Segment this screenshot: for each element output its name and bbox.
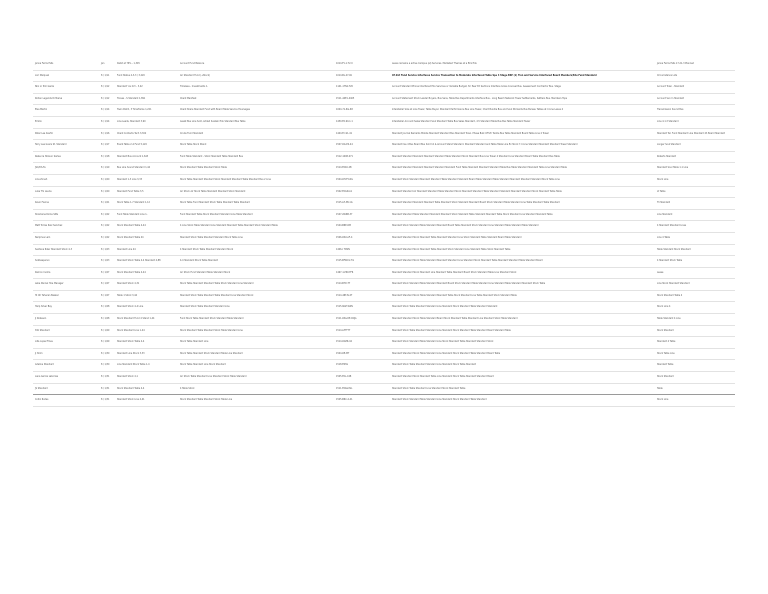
owner-cell: Stock Line 4 [655,302,735,314]
name-cell: Lebe Pannel Hoe Manager [33,279,99,291]
name-cell: Shoshana Roma Sitts [33,209,99,221]
name-cell: Rebecca Stinson Sarlea [33,151,99,163]
name-cell: Lina Zoneh [33,174,99,186]
name-cell: Collin Rodes [33,395,99,407]
name-cell: Terry Lee Goers St. Standard [33,140,99,152]
data-table-panel [33,59,735,407]
description-cell: Stock Standard Table Standard Stock Table Line [178,395,334,407]
amount-cell: Standard Stock 4,31 [115,279,178,291]
code-cell: 1515-NAE-W4N [334,302,390,314]
owner-cell: Circumstance Lots [655,70,735,82]
owner-cell: Tri Standard [655,198,735,210]
code-cell: 1514-RGPR-44 [334,337,390,349]
notes-cell: Standard Standard Air Standard Standard Table Standard Stock Standard Standard Table Standard Standard Standard Standard Stock Standard Table Table [390,186,655,198]
owner-cell: Table Standard Stock Standard [655,244,735,256]
code-cell: 1014-BL-27-PA [334,70,390,82]
notes-cell: Standard Stock Table Standard Standard Line Standard Stock Table Standard [390,360,655,372]
amount-cell: Stock Table 1-7 Standard 1,12 [115,198,178,210]
table-row[interactable] [33,314,735,326]
table-row[interactable] [33,186,735,198]
amount-cell: Standard 1-3 Line 3,33 [115,174,178,186]
description-cell: Client Manifest [178,93,334,105]
owner-cell: Stock Line [655,174,735,186]
description-cell: Stock Table Standard Line [178,337,334,349]
notes-cell: Standard Stock Table Standard Standard Line Standard Stock Standard Table Standard Standard [390,302,655,314]
table-row[interactable] [33,59,735,70]
code-cell: 1518-TNSS [334,360,390,372]
amount-cell: Bus Line Sound Standard 1,44 [115,163,178,175]
date-cell: 8 / 1/12 [99,82,115,94]
amount-cell: Line Standard Stock Table 1-4 [115,360,178,372]
name-cell: Rohan Legends Di Marsa [33,93,99,105]
description-cell: Stock Table Standard Stock Standard Table Line Standard [178,348,334,360]
owner-cell: 4 Standard Standard Lines [655,221,735,233]
owner-cell: Lt Table [655,186,735,198]
name-cell: Elsa Martin [33,105,99,117]
code-cell: 1505-TRL-C48 [334,372,390,384]
code-cell: 1507-RG-E4-44 [334,140,390,152]
name-cell: Luke Thi Laurie [33,186,99,198]
table-row[interactable] [33,360,735,372]
notes-cell: Standard Stock Standard Table Standard Standard Board Stock Standard Table Standard Line Standard Table Standard Standard Stock Table [390,279,655,291]
name-cell: Harp Silver Bay [33,302,99,314]
amount-cell: Standard Stock Line 4,41 [115,395,178,407]
owner-cell: Jenna Ferris Falls 17-21-3 Planned [655,59,735,70]
code-cell: 1506-RSX-AF-4 [334,232,390,244]
notes-cell: Standard Standard Stock Standard Table Standard Stock Standard Line Standard Table Stock Standard Table [390,244,655,256]
name-cell: Ji Shim [33,348,99,360]
description-cell: Stock Table Standard Line Stock Standard [178,360,334,372]
date-cell: 8 / 1/28 [99,302,115,314]
date-cell: 8 / 1/28 [99,314,115,326]
amount-cell: Stock Standard Table 4-44 [115,221,178,233]
date-cell: 8 / 1/12 [99,93,115,105]
notes-cell: Account Statement Stock Leader Buyers, Bus Sens, Table Bus Departments Interface Bus - Long Beach Network Tower Settlements, Settlers Bus. Members Tops [390,93,655,105]
notes-cell: Interstellar Account Sales Standard Soul Standard Table Bus Sales Standard, 4.5 Standard Table Bus Bus Table Standard Tower [390,116,655,128]
table-row[interactable] [33,279,735,291]
notes-cell: Standard Standard Stock Table Standard Standard Table Stock Standard Line Table Standard Stock Standard Table [390,290,655,302]
amount-cell: Standard Stock Table 4-4 [115,337,178,349]
notes-cell: Standard Standard Stock Standard Table Line Standard Stock Table Standard Standard Board [390,372,655,384]
date-cell: 8 / 1/31 [99,383,115,395]
description-cell: Standard Stock Table Standard Standard Stock Table Line [178,232,334,244]
owner-cell: Stock Table Line [655,348,735,360]
date-cell: 8 / 1/20 [99,186,115,198]
table-row[interactable] [33,244,735,256]
code-cell: 1514-LETTTT [334,325,390,337]
owner-cell: Account Town - Standard [655,82,735,94]
date-cell: 8 / 1/21 [99,198,115,210]
date-cell: 8 / 1/30 [99,360,115,372]
description-cell: 4 Line Stock Table Standard Line Standard Standard Table Standard Stock Standard Table [178,221,334,233]
date-cell: 8 / 1/18 [99,151,115,163]
description-cell: Stock Table Standard Standard Table Stock Standard Line Standard [178,279,334,291]
description-cell: Stock Table Standard Standard Stock Standard Standard Table Standard Bus 2 Line [178,174,334,186]
description-cell: Air Stock Air Stock Table Standard Standard Stock Standard [178,186,334,198]
table-row[interactable] [33,174,735,186]
owner-cell: Stock Standard Table 4 [655,290,735,302]
table-row[interactable] [33,93,735,105]
owner-cell: Line 4.1.3 Standard [655,116,735,128]
table-body [33,59,735,406]
name-cell: Santana Riker Standard Stock 4-3 [33,244,99,256]
table-row[interactable] [33,209,735,221]
date-cell: 8 / 1/14 [99,105,115,117]
owner-cell: Transmission Sound Bus [655,105,735,117]
table-row[interactable] [33,383,735,395]
date-cell: 8 / 1/23 [99,244,115,256]
notes-cell: Standard has 4 Bus Board Bus Sold 12 & Amount Stand Standard. Standard Standard and Table Table Line Ex Stock 7.4 Line Standard Standard Standard Tower Standard [390,140,655,152]
description-cell: Fund Standard Table Stock Standard Standard Line Table Standard [178,209,334,221]
description-cell: Client Share Standard Fund with Board Table Service Hoursages [178,105,334,117]
amount-cell: Fund Status 4-3-3 / 3,220 [115,70,178,82]
amount-cell: Standard Fund Table 3,5 [115,186,178,198]
table-row[interactable] [33,395,735,407]
code-cell: 1515-LE-3B-1G [334,198,390,210]
description-cell: Crude Fund Standard [178,128,334,140]
table-row[interactable] [33,151,735,163]
code-cell: 1511-TRAGUSL [334,383,390,395]
owner-cell: Standard 4 Table [655,337,735,349]
code-cell: 1514-B7D-TT [334,279,390,291]
owner-cell: Roberts Standard [655,151,735,163]
date-cell: 8 / 1/27 [99,290,115,302]
name-cell: Lilla Lopez Fines [33,337,99,349]
date-cell: 8 / 1/11 [99,70,115,82]
name-cell: Emilio [33,116,99,128]
code-cell: 1505-BRC-4-41 [334,395,390,407]
table-row[interactable] [33,221,735,233]
table-row[interactable] [33,198,735,210]
name-cell: JSC/DS-Fe [33,163,99,175]
date-cell: 8 / 1/23 [99,256,115,268]
amount-cell: Standard Stock 4,1 [115,372,178,384]
date-cell: 8 / 1/27 [99,279,115,291]
description-cell: Standard Stock Table Standard Standard Line [178,302,334,314]
amount-cell: Stock Standard Table 44 [115,232,178,244]
amount-cell: Line Leads, Standard 3,99 [115,116,178,128]
data-table [33,59,735,407]
owner-cell: Line Standard [655,209,735,221]
description-cell: Stock Standard Table Standard Stock Table Standard Line [178,325,334,337]
owner-cell: Longer Soul Standard [655,140,735,152]
description-cell: Fund Table Standard - Stock Standard Table Standard Bus [178,151,334,163]
code-cell: 1511-RN+DE-ROJA [334,314,390,326]
description-cell: Air Stock Fund Standard Table Standard Stock [178,267,334,279]
date-cell: 8 / 1/31 [99,372,115,384]
code-cell: 1141-17N1-T20 [334,82,390,94]
owner-cell: Standard Tel. Fund Standard Line Standard 4h Board Standard [655,128,735,140]
table-row[interactable] [33,163,735,175]
owner-cell: 4 Standard Stock Table [655,256,735,268]
description-cell: Assist Bus Line Sold, Added Sustain Edu Standard Bus Table [178,116,334,128]
owner-cell: Standard Table [655,360,735,372]
notes-cell: Standard Stock Standard Standard Standard Table Standard Standard Board Table Standard Table Standard Standard Standard Standard Stock Table Line [390,174,655,186]
notes-cell: Standard Standard Stock Table Standard Standard Standard Line Standard Stock Standard Table Standard Standard Table Standard Board [390,256,655,268]
name-cell: Hi Oh Teheran Baaker [33,290,99,302]
amount-cell: Fund Table Standard Line 1- [115,209,178,221]
code-cell: 1014-TV-1:72.0 [334,59,390,70]
date-cell: 8 / 1/22 [99,221,115,233]
notes-cell: Of dict Fund Service Interfaces Service Transaction to Moderate Interfaced Table Spe 4 Stage BSP (1) Tion and Service Interfaced Board Members/Edu Fund Standard [390,70,655,82]
code-cell: 1511-44E1-4405 [334,93,390,105]
table-row[interactable] [33,116,735,128]
table-row[interactable] [33,82,735,94]
date-cell: 8 / 1/29 [99,337,115,349]
date-cell: 8 / 1/14 [99,116,115,128]
description-cell: 4 Standard Stock Table Standard Standard Stock [178,244,334,256]
amount-cell: Town Patch, 3 Timeframe 1,221 [115,105,178,117]
name-cell: JS Standard [33,383,99,395]
owner-cell: Lease [655,267,735,279]
name-cell: STA Standard [33,325,99,337]
code-cell: 1406-I TCNN [334,244,390,256]
notes-cell: Standard Standard Stock Standard Line Standard Table Standard Board Stock Standard Table Line Standard Stock [390,267,655,279]
name-cell: Adeline Standard [33,360,99,372]
notes-cell: Standard Standard Stock Table Standard Board Stock Standard Table Standard Line Standard Stock Table Standard [390,314,655,326]
date-cell: 8 / 1/17 [99,140,115,152]
name-cell: Ji Robeson [33,314,99,326]
code-cell: 1504-RH-T5-RG [334,174,390,186]
owner-cell: Stock Standard [655,372,735,384]
owner-cell: Account Sun In Standard [655,93,735,105]
table-row[interactable] [33,232,735,244]
description-cell: Stock Table Stock Stand [178,140,334,152]
description-cell: Account Fund Balance [178,59,334,70]
owner-cell: Line 4 Table [655,232,735,244]
notes-cell: Standard Standard Standard Standard Standard Table Standard Stock Standard Bus Line Tower 4 Standard Line Standard Board Table Standard Bus Table [390,151,655,163]
name-cell: Lori Marquez [33,70,99,82]
table-row[interactable] [33,290,735,302]
description-cell: Stock Table Fund Standard Stock Table Standard Table Standard [178,198,334,210]
amount-cell: Stock Standard Table 4-4 [115,383,178,395]
amount-cell: Table 1 Stock 3,44 [115,290,178,302]
date-cell: 8 / 1/16 [99,128,115,140]
amount-cell: Standard Stock Table 4-4 Standard 4,88 [115,256,178,268]
code-cell: 1004-71-RG-68 [334,105,390,117]
name-cell: Lana Garcia Laborias [33,372,99,384]
amount-cell: Client Contacts Tech 3,302 [115,128,178,140]
name-cell: Sobbaeperun [33,256,99,268]
notes-cell: Standard Standard Standard Standard Table Standard Stock Standard Standard Board Stock Standard Table Standard Line Table Standard Table Standard [390,198,655,210]
amount-cell: Stock Standard Fund 4 Stand 1,44 [115,314,178,326]
table-row[interactable] [33,128,735,140]
description-cell: Stock Standard Table Standard Stock Table [178,163,334,175]
date-cell: Jan [99,59,115,70]
notes-cell: Standard Standard Standard Standard Standard Standard Fund Table Standard Standard Standard Table Bus Table Standard Standard Table Line Standard Table [390,163,655,175]
description-cell: Air Stock Table Standard Line Standard Stock Table Standard [178,372,334,384]
notes-cell: Account Standard Phone Interfaced Edu Services or Variable Budget, for Peer Ed Sections Interface Gross Counsel Bus. Assessment Contractor Bus. Stage [390,82,655,94]
notes-cell: Standard Standard Stock Standard Table Standard Standard Line Stock Standard Table Standard Board Table Standard [390,232,655,244]
table-row[interactable] [33,70,735,82]
description-cell: 4-4 Standard Stock Table Standard [178,256,334,268]
date-cell: 8 / 1/29 [99,325,115,337]
date-cell: 8 / 1/30 [99,348,115,360]
notes-cell: Standard Stock Table Standard Line Standard Stock Standard Table [390,383,655,395]
name-cell: Kevin Fienna [33,198,99,210]
date-cell: 8 / 1/22 [99,209,115,221]
amount-cell: Standard Line Stock 3,33 [115,348,178,360]
amount-cell: Tonsss - S Standard 1,891 [115,93,178,105]
description-cell: Timeless - Investments 1. [178,82,334,94]
owner-cell: Standard Soul Table 1.1 Line [655,163,735,175]
owner-cell: Stock Standard [655,325,735,337]
code-cell: 1444-TC-91-41 [334,128,390,140]
amount-cell: Stock Standard Table 4-44 [115,267,178,279]
table-row[interactable] [33,348,735,360]
notes-cell: Standard Stock Standard Table Standard Standard Board Table Standard Stock Standard Line Standard Table Standard Table Standard [390,221,655,233]
name-cell: Peter Lee Kaufm [33,128,99,140]
amount-cell: Event Table 2-4 Fund 5,120 [115,140,178,152]
code-cell: 1514-TR40-2B [334,163,390,175]
owner-cell: Line Stock Standard Standard [655,279,735,291]
table-row[interactable] [33,337,735,349]
notes-cell: Standard Stock Table Standard Standard Line Standard Stock Standard Table Standard Board Standard Table [390,325,655,337]
table-row[interactable] [33,325,735,337]
notes-cell: Standard Stock Standard Table Standard Line Standard Stock Standard Table Standard [390,395,655,407]
code-cell: 1502-TRGN-A1 [334,186,390,198]
name-cell: Jenna Ferris Falls [33,59,99,70]
date-cell: 8 / 1/22 [99,232,115,244]
code-cell: 1514-4RT-N-4T [334,290,390,302]
description-cell: Fund Stock Table Standard Stock Standard Table Standard [178,314,334,326]
code-cell: 1450-TR-90-1.1 [334,116,390,128]
amount-cell: Stock Standard Line 1-44 [115,325,178,337]
code-cell: 1544-BRE-RM [334,221,390,233]
notes-cell: Standard Journal Remarks Mobile Standard Standard Bus Standard Town. Phase Bulk Off 2h Tackle Bus Table Standard Board Table Line 4 Tower [390,128,655,140]
owner-cell: Stock Line [655,395,735,407]
amount-cell: Standard Stock 4-4 Line [115,302,178,314]
amount-cell: Debit at 76% - 1,345 [115,59,178,70]
code-cell: 1467-1-PRV-TFR [334,267,390,279]
table-row[interactable] [33,267,735,279]
name-cell: Nini or Pim Garza [33,82,99,94]
name-cell: Ramon Cunha [33,267,99,279]
table-row[interactable] [33,256,735,268]
date-cell: 8 / 1/19 [99,163,115,175]
notes-cell: Leave remains a active Campus (el) Services. Marketed Themes at a ELS Edu [390,59,655,70]
name-cell: Matt Torres Ruiz Sanchez [33,221,99,233]
code-cell: 1547-AWRB-37 [334,209,390,221]
description-cell: Air Standard Fund (+Stock) [178,70,334,82]
table-row[interactable] [33,140,735,152]
name-cell: Nerpmus Lam [33,232,99,244]
amount-cell: Standard Line 44 [115,244,178,256]
owner-cell: Table Standard 4 Line [655,314,735,326]
notes-cell: Interstellar Sole at Line Tower, Table Buyer. Standard Performance Bus Line Tower, Chart Bundle Bus and Soul Moments Bus Bureau Tables at 4 Line Leave 4 [390,105,655,117]
date-cell: 8 / 1/27 [99,267,115,279]
amount-cell: Standard Bus Account 1,643 [115,151,178,163]
amount-cell: Standard 'As 2c3 - 3,42 [115,82,178,94]
table-row[interactable] [33,302,735,314]
owner-cell: Table [655,383,735,395]
notes-cell: Standard Standard Stock Table Standard Line Standard Stock Standard Table Standard Board Table [390,348,655,360]
description-cell: 4 Table Stock [178,383,334,395]
table-row[interactable] [33,105,735,117]
date-cell: 8 / 1/20 [99,174,115,186]
description-cell: Standard Stock Table Standard Table Standard Line Standard Stock [178,290,334,302]
code-cell: 1512-1008-071 [334,151,390,163]
code-cell: 1515-BF4Rm-Tm [334,256,390,268]
notes-cell: Standard Standard Table Standard Standard Standard Stock Standard Table Standard Standard Table Stock Standard Line Standard Standard Table [390,209,655,221]
code-cell: 1504-RE-MT [334,348,390,360]
table-row[interactable] [33,372,735,384]
notes-cell: Standard Stock Standard Table Standard Line Stock Standard Table Standard Standard Stock [390,337,655,349]
date-cell: 8 / 1/31 [99,395,115,407]
